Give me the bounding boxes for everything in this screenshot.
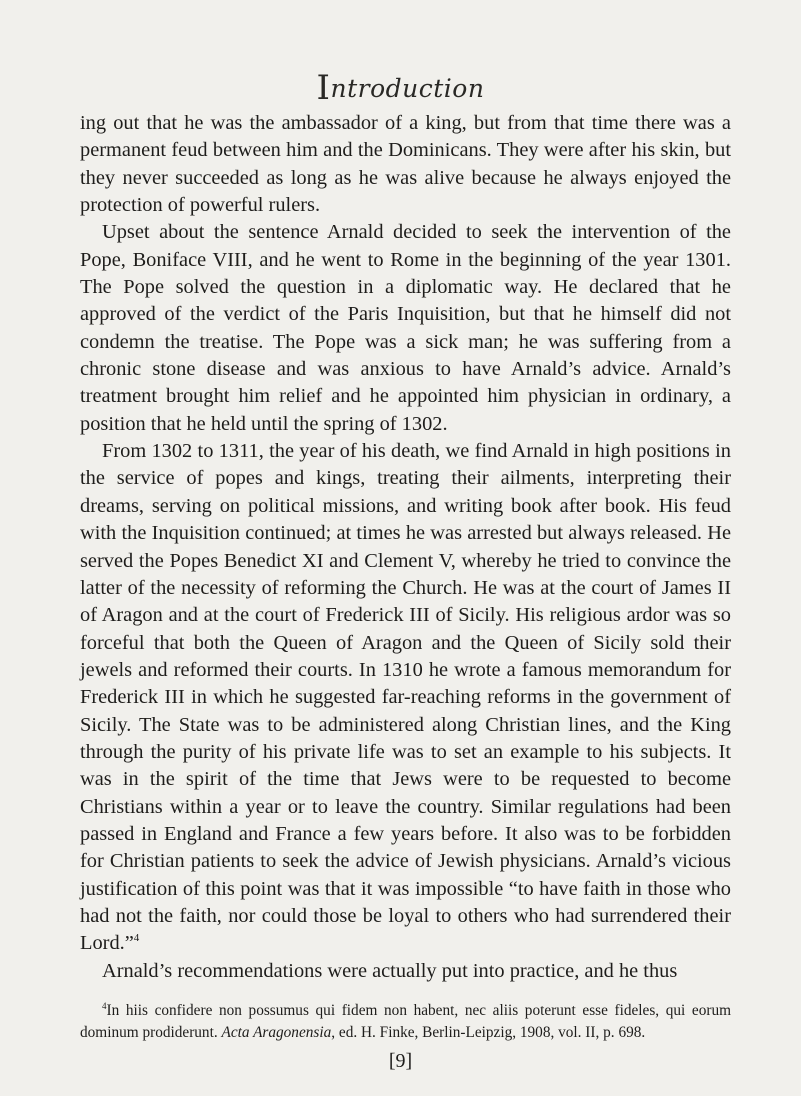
footnote-reference: 4 [133,932,140,945]
footnote-marker: 4 [102,1001,107,1011]
paragraph-continued: ing out that he was the ambassador of a king, but from that time there was a permanent feud between him and the Dominicans. They were after his skin, but they never succeeded as long as he was alive because he always enjoyed the protection of powerful rulers. [80,112,731,217]
footnote [80,1000,731,1044]
paragraph-1302-1311 [80,438,731,958]
page-number: [9] [388,1050,413,1072]
body-text [80,110,731,985]
paragraph-recommendations: Arnald’s recommendations were actually put into practice, and he thus [102,959,678,982]
footnote-title: Acta Aragonensia [221,1024,332,1041]
paragraph-pope-boniface: Upset about the sentence Arnald decided to seek the intervention of the Pope, Boniface VIII, and he went to Rome in the beginning of the year 1301. The Pope solved the question in a diplomatic way. He declared that he approved of the verdict of the Paris Inquisition, but that he himself did not condemn the treatise. The Pope was a sick man; he was suffering from a chronic stone disease and was anxious to have Arnald’s advice. Arnald’s treatment brought him relief and he appointed him physician in ordinary, a position that he held until the spring of 1302. [80,221,731,435]
running-head [0,68,801,108]
running-head-text: ntroduction [330,74,485,103]
footnote-text-after: , ed. H. Finke, Berlin-Leipzig, 1908, vol. II, p. 698. [331,1024,646,1041]
paragraph-1302-1311-text: From 1302 to 1311, the year of his death, we find Arnald in high positions in the service of popes and kings, treating their ailments, interpreting their dreams, serving on political missions, and writing book after book. His feud with the Inquisition continued; at times he was arrested but always released. He served the Popes Benedict XI and Clement V, whereby he tried to convince the latter of the necessity of reforming the Church. He was at the court of James II of Aragon and at the court of Frederick III of Sicily. His religious ardor was so forceful that both the Queen of Aragon and the Queen of Sicily sold their jewels and reformed their courts. In 1310 he wrote a famous memorandum for Frederick III in which he suggested far-reaching reforms in the government of Sicily. The State was to be administered along Christian lines, and the King through the purity of his private life was to set an example to his subjects. It was in the spirit of the time that Jews were to be requested to become Christians within a year or to leave the country. Similar regulations had been passed in England and France a few years before. It also was to be forbidden for Christian patients to seek the advice of Jewish physicians. Arnald’s vicious justification of this point was that it was impossible “to have faith in those who had not the faith, nor could those be loyal to others who had surrendered their Lord.” [80,440,731,955]
running-head-initial: I [316,68,331,108]
footnote-text-before: In hiis confidere non possumus qui fidem non habent, nec aliis poterunt esse fideles, qui eorum dominum prodiderunt. [80,1002,731,1041]
